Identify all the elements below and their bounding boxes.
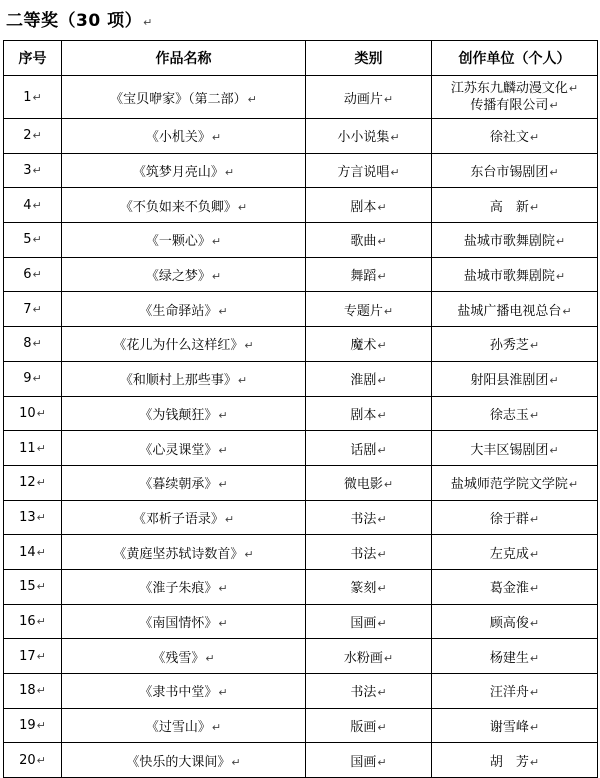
cell-unit: 胡 芳↵ [432, 743, 598, 778]
paragraph-mark-icon: ↵ [218, 582, 228, 596]
paragraph-mark-icon: ↵ [36, 614, 46, 628]
paragraph-mark-icon: ↵ [218, 616, 228, 630]
award-table [3, 40, 598, 778]
cell-category: 剧本↵ [306, 188, 432, 223]
cell-name: 《一颗心》↵ [62, 223, 306, 258]
cell-unit: 顾高俊↵ [432, 604, 598, 639]
cell-no: 8↵ [4, 327, 62, 362]
cell-unit: 盐城市歌舞剧院↵ [432, 257, 598, 292]
paragraph-mark-icon: ↵ [383, 304, 394, 318]
paragraph-mark-icon: ↵ [549, 374, 559, 388]
paragraph-mark-icon: ↵ [36, 649, 46, 663]
paragraph-mark-icon: ↵ [377, 686, 387, 700]
paragraph-mark-icon: ↵ [218, 443, 228, 457]
cell-name: 《不负如来不负卿》↵ [62, 188, 306, 223]
paragraph-mark-icon: ↵ [377, 443, 387, 457]
paragraph-mark-icon: ↵ [562, 304, 572, 318]
paragraph-mark-icon: ↵ [377, 374, 387, 388]
paragraph-mark-icon: ↵ [36, 580, 46, 594]
header-category: 类别 [306, 41, 432, 76]
paragraph-mark-icon: ↵ [36, 406, 46, 420]
cell-name: 《暮续朝承》↵ [62, 465, 306, 500]
cell-unit: 杨建生↵ [432, 639, 598, 674]
table-row [4, 743, 598, 778]
cell-no: 7↵ [4, 292, 62, 327]
paragraph-mark-icon: ↵ [224, 166, 235, 180]
paragraph-mark-icon: ↵ [32, 337, 42, 351]
paragraph-mark-icon: ↵ [529, 582, 540, 596]
cell-no: 10↵ [4, 396, 62, 431]
table-row [4, 257, 598, 292]
paragraph-mark-icon: ↵ [211, 721, 222, 735]
cell-no: 11↵ [4, 431, 62, 466]
cell-no: 20↵ [4, 743, 62, 778]
paragraph-mark-icon: ↵ [32, 302, 42, 316]
cell-name: 《花儿为什么这样红》↵ [62, 327, 306, 362]
cell-unit: 盐城市歌舞剧院↵ [432, 223, 598, 258]
paragraph-mark-icon: ↵ [377, 270, 387, 284]
paragraph-mark-icon: ↵ [36, 545, 46, 559]
paragraph-mark-icon: ↵ [555, 270, 566, 284]
cell-unit: 葛金淮↵ [432, 569, 598, 604]
cell-category: 方言说唱↵ [306, 153, 432, 188]
cell-no: 17↵ [4, 639, 62, 674]
cell-unit: 射阳县淮剧团↵ [432, 361, 598, 396]
cell-name: 《残雪》↵ [62, 639, 306, 674]
paragraph-mark-icon: ↵ [383, 478, 394, 492]
cell-unit: 谢雪峰↵ [432, 708, 598, 743]
cell-name: 《南国情怀》↵ [62, 604, 306, 639]
cell-category: 国画↵ [306, 604, 432, 639]
paragraph-mark-icon: ↵ [247, 92, 257, 106]
paragraph-mark-icon: ↵ [555, 235, 566, 249]
cell-name: 《和顺村上那些事》↵ [62, 361, 306, 396]
table-row [4, 604, 598, 639]
table-row [4, 535, 598, 570]
cell-no: 9↵ [4, 361, 62, 396]
cell-category: 话剧↵ [306, 431, 432, 466]
cell-unit: 江苏东九麟动漫文化↵ 传播有限公司↵ [432, 76, 598, 119]
paragraph-mark-icon: ↵ [36, 476, 46, 490]
table-body [4, 76, 598, 778]
paragraph-mark-icon: ↵ [390, 166, 400, 180]
paragraph-mark-icon: ↵ [549, 166, 559, 180]
cell-no: 13↵ [4, 500, 62, 535]
paragraph-mark-icon: ↵ [32, 268, 42, 282]
cell-unit: 孙秀芝↵ [432, 327, 598, 362]
cell-unit: 东台市锡剧团↵ [432, 153, 598, 188]
cell-name: 《过雪山》↵ [62, 708, 306, 743]
cell-name: 《小机关》↵ [62, 119, 306, 154]
paragraph-mark-icon: ↵ [377, 408, 387, 422]
paragraph-mark-icon: ↵ [218, 304, 228, 318]
cell-category: 书法↵ [306, 674, 432, 709]
cell-no: 12↵ [4, 465, 62, 500]
paragraph-mark-icon: ↵ [237, 200, 248, 214]
cell-unit: 高 新↵ [432, 188, 598, 223]
paragraph-mark-icon: ↵ [218, 478, 228, 492]
cell-category: 书法↵ [306, 500, 432, 535]
paragraph-mark-icon: ↵ [32, 164, 42, 178]
paragraph-mark-icon: ↵ [529, 200, 540, 214]
cell-name: 《绿之梦》↵ [62, 257, 306, 292]
paragraph-mark-icon: ↵ [237, 374, 248, 388]
cell-category: 歌曲↵ [306, 223, 432, 258]
paragraph-mark-icon: ↵ [529, 686, 540, 700]
cell-unit: 左克成↵ [432, 535, 598, 570]
cell-no: 18↵ [4, 674, 62, 709]
cell-name: 《宝贝咿家》（第二部）↵ [62, 76, 306, 119]
cell-category: 书法↵ [306, 535, 432, 570]
table-row [4, 76, 598, 119]
cell-category: 剧本↵ [306, 396, 432, 431]
paragraph-mark-icon: ↵ [218, 686, 228, 700]
paragraph-mark-icon: ↵ [211, 270, 222, 284]
table-row [4, 708, 598, 743]
cell-no: 19↵ [4, 708, 62, 743]
cell-unit: 徐于群↵ [432, 500, 598, 535]
cell-category: 专题片↵ [306, 292, 432, 327]
cell-unit: 汪洋舟↵ [432, 674, 598, 709]
section-title: 二等奖（30 项）↵ [6, 11, 153, 31]
paragraph-mark-icon: ↵ [231, 755, 241, 769]
cell-category: 水粉画↵ [306, 639, 432, 674]
paragraph-mark-icon: ↵ [377, 547, 387, 561]
paragraph-mark-icon: ↵ [529, 408, 540, 422]
table-row [4, 431, 598, 466]
paragraph-mark-icon: ↵ [224, 512, 235, 526]
paragraph-mark-icon: ↵ [143, 16, 153, 29]
cell-unit: 徐志玉↵ [432, 396, 598, 431]
cell-name: 《筑梦月亮山》↵ [62, 153, 306, 188]
table-row [4, 153, 598, 188]
paragraph-mark-icon: ↵ [32, 198, 42, 212]
cell-name: 《邓析子语录》↵ [62, 500, 306, 535]
header-no: 序号 [4, 41, 62, 76]
cell-unit: 大丰区锡剧团↵ [432, 431, 598, 466]
cell-category: 微电影↵ [306, 465, 432, 500]
paragraph-mark-icon: ↵ [377, 616, 387, 630]
cell-name: 《心灵课堂》↵ [62, 431, 306, 466]
paragraph-mark-icon: ↵ [377, 339, 387, 353]
cell-name: 《为钱颠狂》↵ [62, 396, 306, 431]
table-row [4, 327, 598, 362]
paragraph-mark-icon: ↵ [36, 753, 46, 767]
paragraph-mark-icon: ↵ [36, 441, 46, 455]
cell-no: 15↵ [4, 569, 62, 604]
cell-unit: 盐城广播电视总台↵ [432, 292, 598, 327]
paragraph-mark-icon: ↵ [529, 616, 540, 630]
paragraph-mark-icon: ↵ [568, 82, 579, 95]
table-row [4, 465, 598, 500]
paragraph-mark-icon: ↵ [529, 755, 540, 769]
cell-name: 《快乐的大课间》↵ [62, 743, 306, 778]
paragraph-mark-icon: ↵ [218, 408, 228, 422]
cell-category: 舞蹈↵ [306, 257, 432, 292]
table-row [4, 119, 598, 154]
paragraph-mark-icon: ↵ [377, 721, 387, 735]
header-name: 作品名称 [62, 41, 306, 76]
cell-no: 3↵ [4, 153, 62, 188]
paragraph-mark-icon: ↵ [529, 131, 540, 145]
paragraph-mark-icon: ↵ [377, 582, 387, 596]
paragraph-mark-icon: ↵ [377, 755, 387, 769]
paragraph-mark-icon: ↵ [32, 233, 42, 247]
header-unit: 创作单位（个人） [432, 41, 598, 76]
table-row [4, 223, 598, 258]
paragraph-mark-icon: ↵ [377, 200, 387, 214]
paragraph-mark-icon: ↵ [549, 99, 559, 112]
cell-category: 小小说集↵ [306, 119, 432, 154]
paragraph-mark-icon: ↵ [383, 651, 394, 665]
cell-category: 国画↵ [306, 743, 432, 778]
cell-category: 篆刻↵ [306, 569, 432, 604]
table-row [4, 674, 598, 709]
paragraph-mark-icon: ↵ [383, 92, 394, 106]
paragraph-mark-icon: ↵ [32, 129, 42, 143]
paragraph-mark-icon: ↵ [549, 443, 559, 457]
paragraph-mark-icon: ↵ [377, 235, 387, 249]
table-row [4, 188, 598, 223]
cell-no: 4↵ [4, 188, 62, 223]
paragraph-mark-icon: ↵ [244, 339, 254, 353]
cell-category: 魔术↵ [306, 327, 432, 362]
table-row [4, 500, 598, 535]
cell-name: 《黄庭坚苏轼诗数首》↵ [62, 535, 306, 570]
paragraph-mark-icon: ↵ [244, 547, 254, 561]
cell-no: 16↵ [4, 604, 62, 639]
paragraph-mark-icon: ↵ [529, 651, 540, 665]
cell-no: 2↵ [4, 119, 62, 154]
cell-category: 淮剧↵ [306, 361, 432, 396]
cell-name: 《隶书中堂》↵ [62, 674, 306, 709]
table-row [4, 569, 598, 604]
cell-no: 14↵ [4, 535, 62, 570]
cell-no: 5↵ [4, 223, 62, 258]
cell-unit: 盐城师范学院文学院↵ [432, 465, 598, 500]
paragraph-mark-icon: ↵ [36, 684, 46, 698]
paragraph-mark-icon: ↵ [32, 372, 42, 386]
table-row [4, 361, 598, 396]
paragraph-mark-icon: ↵ [390, 131, 400, 145]
cell-unit: 徐社文↵ [432, 119, 598, 154]
cell-no: 1↵ [4, 76, 62, 119]
table-row [4, 292, 598, 327]
cell-name: 《生命驿站》↵ [62, 292, 306, 327]
table-header-row [4, 41, 598, 76]
table-row [4, 639, 598, 674]
paragraph-mark-icon: ↵ [529, 512, 540, 526]
paragraph-mark-icon: ↵ [529, 339, 540, 353]
paragraph-mark-icon: ↵ [36, 719, 46, 733]
table-row [4, 396, 598, 431]
cell-category: 动画片↵ [306, 76, 432, 119]
paragraph-mark-icon: ↵ [36, 510, 46, 524]
cell-no: 6↵ [4, 257, 62, 292]
paragraph-mark-icon: ↵ [32, 90, 42, 104]
cell-category: 版画↵ [306, 708, 432, 743]
paragraph-mark-icon: ↵ [568, 478, 579, 492]
paragraph-mark-icon: ↵ [377, 512, 387, 526]
paragraph-mark-icon: ↵ [529, 547, 540, 561]
cell-name: 《淮子朱痕》↵ [62, 569, 306, 604]
paragraph-mark-icon: ↵ [205, 651, 215, 665]
paragraph-mark-icon: ↵ [211, 131, 222, 145]
paragraph-mark-icon: ↵ [529, 721, 540, 735]
paragraph-mark-icon: ↵ [211, 235, 222, 249]
